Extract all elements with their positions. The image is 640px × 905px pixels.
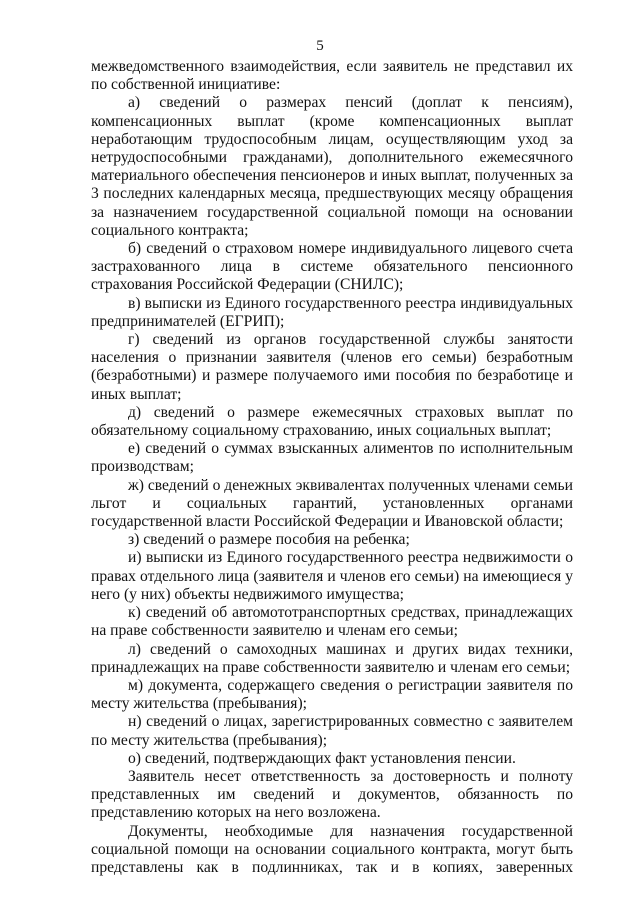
list-item-l: л) сведений о самоходных машинах и других видах техники, принадлежащих на праве собственности заявителю и членам его семьи; bbox=[91, 640, 573, 676]
list-item-o: о) сведений, подтверждающих факт установления пенсии. bbox=[128, 749, 516, 767]
list-item-a: а) сведений о размерах пенсий (доплат к пенсиям), компенсационных выплат (кроме компенсационных выплат неработающим трудоспособным лицам, осуществляющим уход за нетрудоспособными гражданами), дополнительного ежемесячного материального обеспечения пенсионеров и иных выплат, полученных за 3 последних календарных месяца, предшествующих месяцу обращения за назначением государственной социальной помощи на основании социального контракта; bbox=[91, 94, 573, 239]
list-item-e: е) сведений о суммах взысканных алиментов по исполнительным производствам; bbox=[91, 440, 573, 476]
list-item-k: к) сведений об автомототранспортных средствах, принадлежащих на праве собственности заявителю и членам его семьи; bbox=[91, 604, 573, 640]
paragraph-responsibility: Заявитель несет ответственность за достоверность и полноту представленных им сведений и документов, обязанность по представлению которых на него возложена. bbox=[91, 767, 573, 822]
list-item-v: в) выписки из Единого государственного реестра индивидуальных предпринимателей (ЕГРИП); bbox=[91, 294, 573, 330]
list-item-d: д) сведений о размере ежемесячных страховых выплат по обязательному социальному страхованию, иных социальных выплат; bbox=[91, 403, 573, 440]
page-number: 5 bbox=[316, 38, 324, 54]
paragraph-documents: Документы, необходимые для назначения государственной социальной помощи на основании социального контракта, могут быть представлены как в подлинниках, так и в копиях, заверенных bbox=[91, 822, 573, 876]
list-item-b: б) сведений о страховом номере индивидуального лицевого счета застрахованного лица в системе обязательного пенсионного страхования Российской Федерации (СНИЛС); bbox=[91, 240, 573, 294]
list-item-g: г) сведений из органов государственной службы занятости населения о признании заявителя (членов его семьи) безработным (безработными) и размере получаемого ими пособия по безработице и иных выплат; bbox=[91, 331, 573, 403]
list-item-m: м) документа, содержащего сведения о регистрации заявителя по месту жительства (пребывания); bbox=[91, 676, 573, 713]
list-item-z: з) сведений о размере пособия на ребенка; bbox=[128, 531, 410, 549]
paragraph-intro: межведомственного взаимодействия, если заявитель не представил их по собственной инициативе: bbox=[91, 58, 573, 94]
list-item-zh: ж) сведений о денежных эквивалентах полученных членами семьи льгот и социальных гарантий, установленных органами государственной власти Российской Федерации и Ивановской области; bbox=[91, 476, 573, 531]
list-item-n: н) сведений о лицах, зарегистрированных совместно с заявителем по месту жительства (пребывания); bbox=[91, 713, 573, 749]
list-item-i: и) выписки из Единого государственного реестра недвижимости о правах отдельного лица (заявителя и членов его семьи) на имеющиеся у него (у них) объекты недвижимого имущества; bbox=[91, 549, 573, 603]
document-body bbox=[91, 58, 573, 877]
